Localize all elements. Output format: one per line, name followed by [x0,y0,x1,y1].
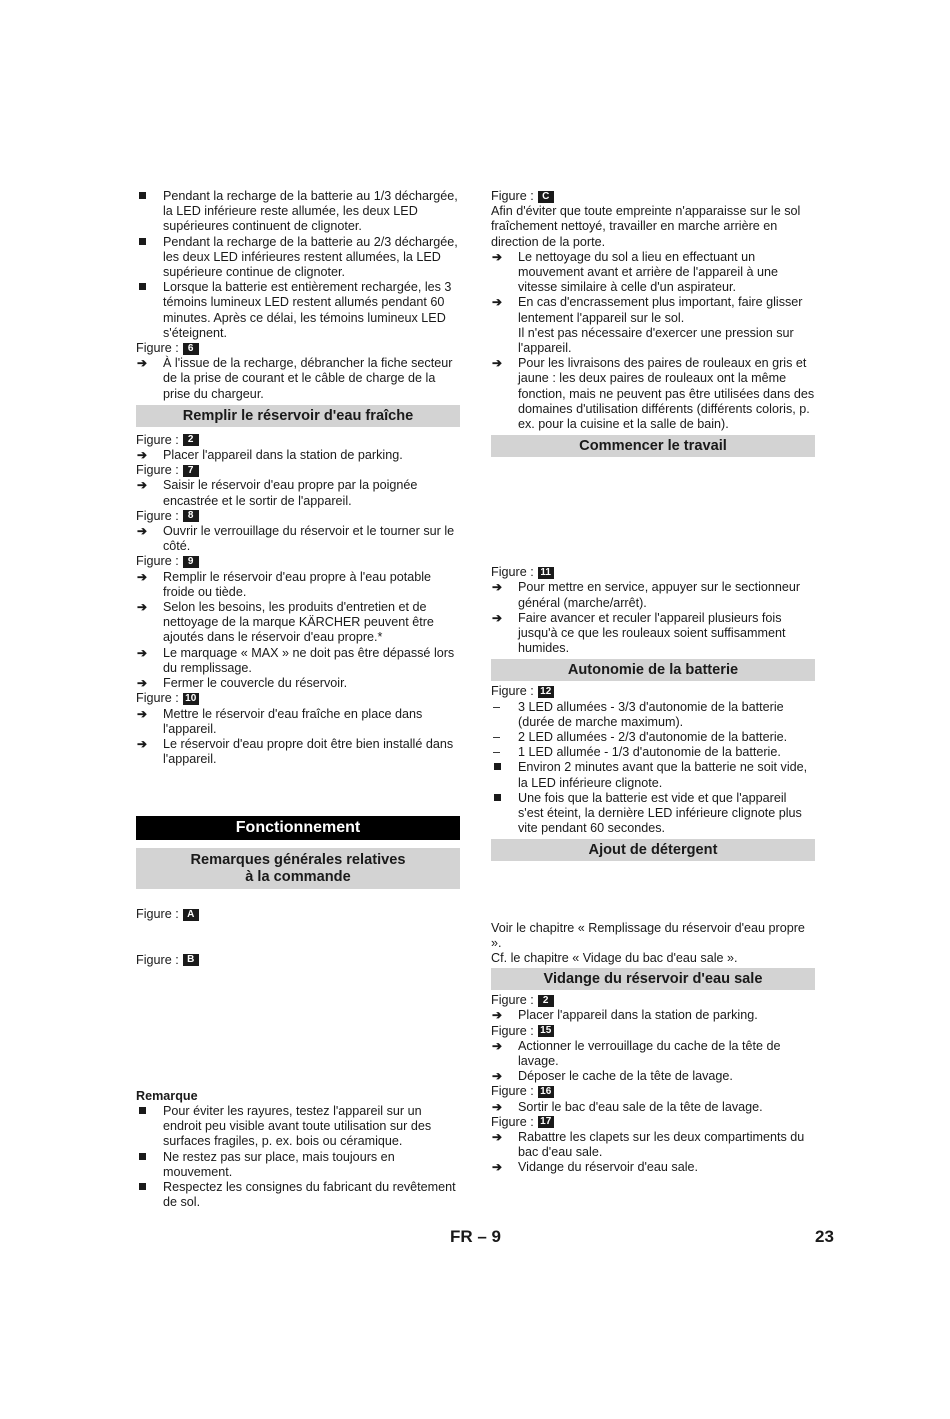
list-item [136,280,460,341]
right-column [491,189,815,1176]
figure-reference [491,684,815,699]
list-item-text: Pendant la recharge de la batterie au 1/3 déchargée, la LED inférieure reste allumée, les deux LED supérieures continuent de clignoter. [163,189,458,234]
list-item [136,189,460,235]
step-item [136,448,460,463]
step-text: Le réservoir d'eau propre doit être bien installé dans l'appareil. [163,736,454,767]
section-heading: Ajout de détergent [491,839,815,861]
step-text: Rabattre les clapets sur les deux compartiments du bac d'eau sale. [518,1129,805,1160]
step-text: Placer l'appareil dans la station de parking. [163,448,403,463]
paragraph: Voir le chapitre « Remplissage du réservoir d'eau propre ». [491,920,805,950]
step-text: Remplir le réservoir d'eau propre à l'eau potable froide ou tiède. [163,569,432,599]
list-item-text: Pour éviter les rayures, testez l'appareil sur un endroit peu visible avant toute utilisation sur des surfaces fragiles, p. ex. bois ou céramique. [163,1103,432,1149]
figure-label: Figure : [491,684,534,699]
figure-label: Figure : [491,189,534,203]
figure-reference [136,691,460,706]
arrow-right-icon: ➔ [492,356,503,371]
figure-reference [136,341,460,356]
step-item [491,295,815,356]
step-text: En cas d'encrassement plus important, faire glisser lentement l'appareil sur le sol. [518,295,803,325]
step-text: Pour mettre en service, appuyer sur le sectionneur général (marche/arrêt). [518,580,801,610]
figure-reference [491,1024,815,1039]
page-footer-label: FR – 9 [450,1227,502,1246]
figure-label: Figure : [491,1084,534,1099]
list-item [136,1104,460,1150]
arrow-right-icon: ➔ [492,580,503,595]
figure-label: Figure : [491,1023,534,1038]
paragraph: Cf. le chapitre « Vidage du bac d'eau sale ». [491,950,738,965]
arrow-right-icon: ➔ [137,569,148,584]
step-item [136,600,460,646]
dash-marker: – [493,699,501,714]
arrow-right-icon: ➔ [137,706,148,721]
figure-reference [136,907,460,922]
list-item [491,745,815,760]
arrow-right-icon: ➔ [492,295,503,310]
step-item [491,1069,815,1084]
figure-label: Figure : [136,907,179,922]
figure-number: 2 [538,995,554,1007]
list-item [491,791,815,837]
section-heading: Vidange du réservoir d'eau sale [491,968,815,990]
arrow-right-icon: ➔ [492,1129,503,1144]
step-item [136,646,460,676]
figure-reference [136,509,460,524]
list-item [491,730,815,745]
figure-number: A [183,909,199,921]
list-item-text: Pendant la recharge de la batterie au 2/3 déchargée, les deux LED inférieures restent allumées, la LED supérieure continue de clignoter. [163,234,458,280]
figure-reference [491,993,815,1008]
arrow-right-icon: ➔ [492,610,503,625]
figure-reference [491,565,815,580]
bullet-square-icon [491,791,518,806]
figure-label: Figure : [491,565,534,580]
figure-label: Figure : [136,341,179,356]
step-note: Il n'est pas nécessaire d'exercer une pression sur l'appareil. [518,325,794,356]
arrow-right-icon: ➔ [492,1160,503,1175]
list-item [136,235,460,281]
figure-number: 17 [538,1116,554,1128]
arrow-right-icon: ➔ [492,1069,503,1084]
step-item [491,611,815,657]
figure-number: 16 [538,1086,554,1098]
figure-label: Figure : [136,463,179,478]
figure-reference [491,1115,815,1130]
step-item [136,524,460,554]
step-text: Ouvrir le verrouillage du réservoir et le tourner sur le côté. [163,524,455,554]
step-text: Déposer le cache de la tête de lavage. [518,1069,733,1084]
list-item [136,1180,460,1210]
step-item [136,478,460,508]
figure-number: B [183,954,199,966]
list-item-text: Environ 2 minutes avant que la batterie ne soit vide, la LED inférieure clignote. [518,760,808,790]
paragraph: Afin d'éviter que toute empreinte n'apparaisse sur le sol fraîchement nettoyé, travailler en marche arrière en direction de la porte. [491,204,801,249]
list-item [491,760,815,790]
step-text: Fermer le couvercle du réservoir. [163,676,348,691]
list-item-text: Lorsque la batterie est entièrement rechargée, les 3 témoins lumineux LED restent allumés pendant 60 minutes. Après ce délai, les témoins lumineux LED s'éteignent. [163,280,452,340]
figure-label: Figure : [136,952,179,967]
bullet-square-icon [136,235,163,250]
figure-label: Figure : [136,554,179,569]
figure-reference [491,189,815,204]
section-heading [136,848,460,889]
page-number: 23 [815,1227,834,1246]
bullet-square-icon [136,1104,163,1119]
arrow-right-icon: ➔ [137,645,148,660]
figure-number: 8 [183,510,199,522]
figure-label: Figure : [491,993,534,1008]
step-text: Sortir le bac d'eau sale de la tête de lavage. [518,1099,763,1114]
list-item-text: 2 LED allumées - 2/3 d'autonomie de la batterie. [518,730,788,745]
bullet-square-icon [136,189,163,204]
figure-reference [136,554,460,569]
figure-reference [136,463,460,478]
step-text: Selon les besoins, les produits d'entretien et de nettoyage de la marque KÄRCHER peuvent être ajoutés dans le réservoir d'eau propre.* [163,600,434,645]
dash-marker: – [493,730,501,745]
figure-reference [136,433,460,448]
bullet-square-icon [136,1150,163,1165]
bullet-square-icon [136,1180,163,1195]
step-item [491,1160,815,1175]
step-text: Le nettoyage du sol a lieu en effectuant un mouvement avant et arrière de l'appareil à une vitesse similaire à celle d'un aspirateur. [518,249,779,295]
arrow-right-icon: ➔ [137,478,148,493]
step-item [136,737,460,767]
figure-number: C [538,191,554,203]
arrow-right-icon: ➔ [137,356,148,371]
arrow-right-icon: ➔ [492,249,503,264]
dash-marker: – [493,745,501,760]
step-text: Mettre le réservoir d'eau fraîche en place dans l'appareil. [163,706,423,736]
figure-reference [136,953,460,968]
step-text: Placer l'appareil dans la station de parking. [518,1008,758,1023]
figure-number: 12 [538,686,554,698]
figure-number: 10 [183,693,199,705]
arrow-right-icon: ➔ [492,1008,503,1023]
section-heading: Autonomie de la batterie [491,659,815,681]
figure-label: Figure : [491,1114,534,1129]
step-item [491,580,815,610]
step-text: Le marquage « MAX » ne doit pas être dépassé lors du remplissage. [163,645,455,675]
figure-reference [491,1084,815,1099]
figure-label: Figure : [136,691,179,706]
section-heading-line: à la commande [245,869,351,886]
step-item [491,1100,815,1115]
step-text: Faire avancer et reculer l'appareil plusieurs fois jusqu'à ce que les rouleaux soient suffisamment humides. [518,610,786,656]
figure-number: 15 [538,1025,554,1037]
arrow-right-icon: ➔ [492,1099,503,1114]
section-heading: Commencer le travail [491,435,815,457]
step-text: Vidange du réservoir d'eau sale. [518,1160,699,1175]
section-heading: Remplir le réservoir d'eau fraîche [136,405,460,427]
figure-number: 7 [183,465,199,477]
arrow-right-icon: ➔ [137,676,148,691]
step-text: Saisir le réservoir d'eau propre par la poignée encastrée et le sortir de l'appareil. [163,478,418,508]
step-item [136,356,460,402]
step-item [491,250,815,296]
step-text: Pour les livraisons des paires de rouleaux en gris et jaune : les deux paires de rouleaux ont la même fonction, mais ne peuvent pas être utilisées dans des domaines d'utilisation différents (différents coloris, p. ex. pour la cuisine et la salle de bain). [518,356,815,432]
figure-number: 11 [538,567,554,579]
step-text: Actionner le verrouillage du cache de la tête de lavage. [518,1038,781,1068]
list-item [491,700,815,730]
arrow-right-icon: ➔ [137,736,148,751]
figure-label: Figure : [136,508,179,523]
step-item [491,1130,815,1160]
list-item-text: 1 LED allumée - 1/3 d'autonomie de la batterie. [518,745,781,760]
step-text: À l'issue de la recharge, débrancher la fiche secteur de la prise de courant et le câble de charge de la prise du chargeur. [163,356,453,401]
arrow-right-icon: ➔ [137,600,148,615]
figure-number: 2 [183,434,199,446]
figure-number: 6 [183,343,199,355]
step-item [491,1039,815,1069]
arrow-right-icon: ➔ [137,448,148,463]
section-heading-line: Remarques générales relatives [190,852,406,869]
list-item [136,1150,460,1180]
list-item-text: Respectez les consignes du fabricant du revêtement de sol. [163,1179,456,1210]
step-item [136,707,460,737]
step-item [491,1008,815,1023]
bullet-square-icon [491,760,518,775]
arrow-right-icon: ➔ [137,524,148,539]
figure-number: 9 [183,556,199,568]
figure-label: Figure : [136,432,179,447]
step-item [491,356,815,432]
list-item-text: Ne restez pas sur place, mais toujours en mouvement. [163,1149,395,1179]
bullet-square-icon [136,280,163,295]
step-item [136,676,460,691]
note-title: Remarque [136,1088,198,1103]
list-item-text: 3 LED allumées - 3/3 d'autonomie de la batterie (durée de marche maximum). [518,699,784,729]
chapter-heading: Fonctionnement [136,816,460,840]
left-column [136,189,460,1210]
arrow-right-icon: ➔ [492,1038,503,1053]
step-item [136,570,460,600]
list-item-text: Une fois que la batterie est vide et que l'appareil s'est éteint, la dernière LED inférieure clignote plus vite pendant 60 secondes. [518,790,802,836]
